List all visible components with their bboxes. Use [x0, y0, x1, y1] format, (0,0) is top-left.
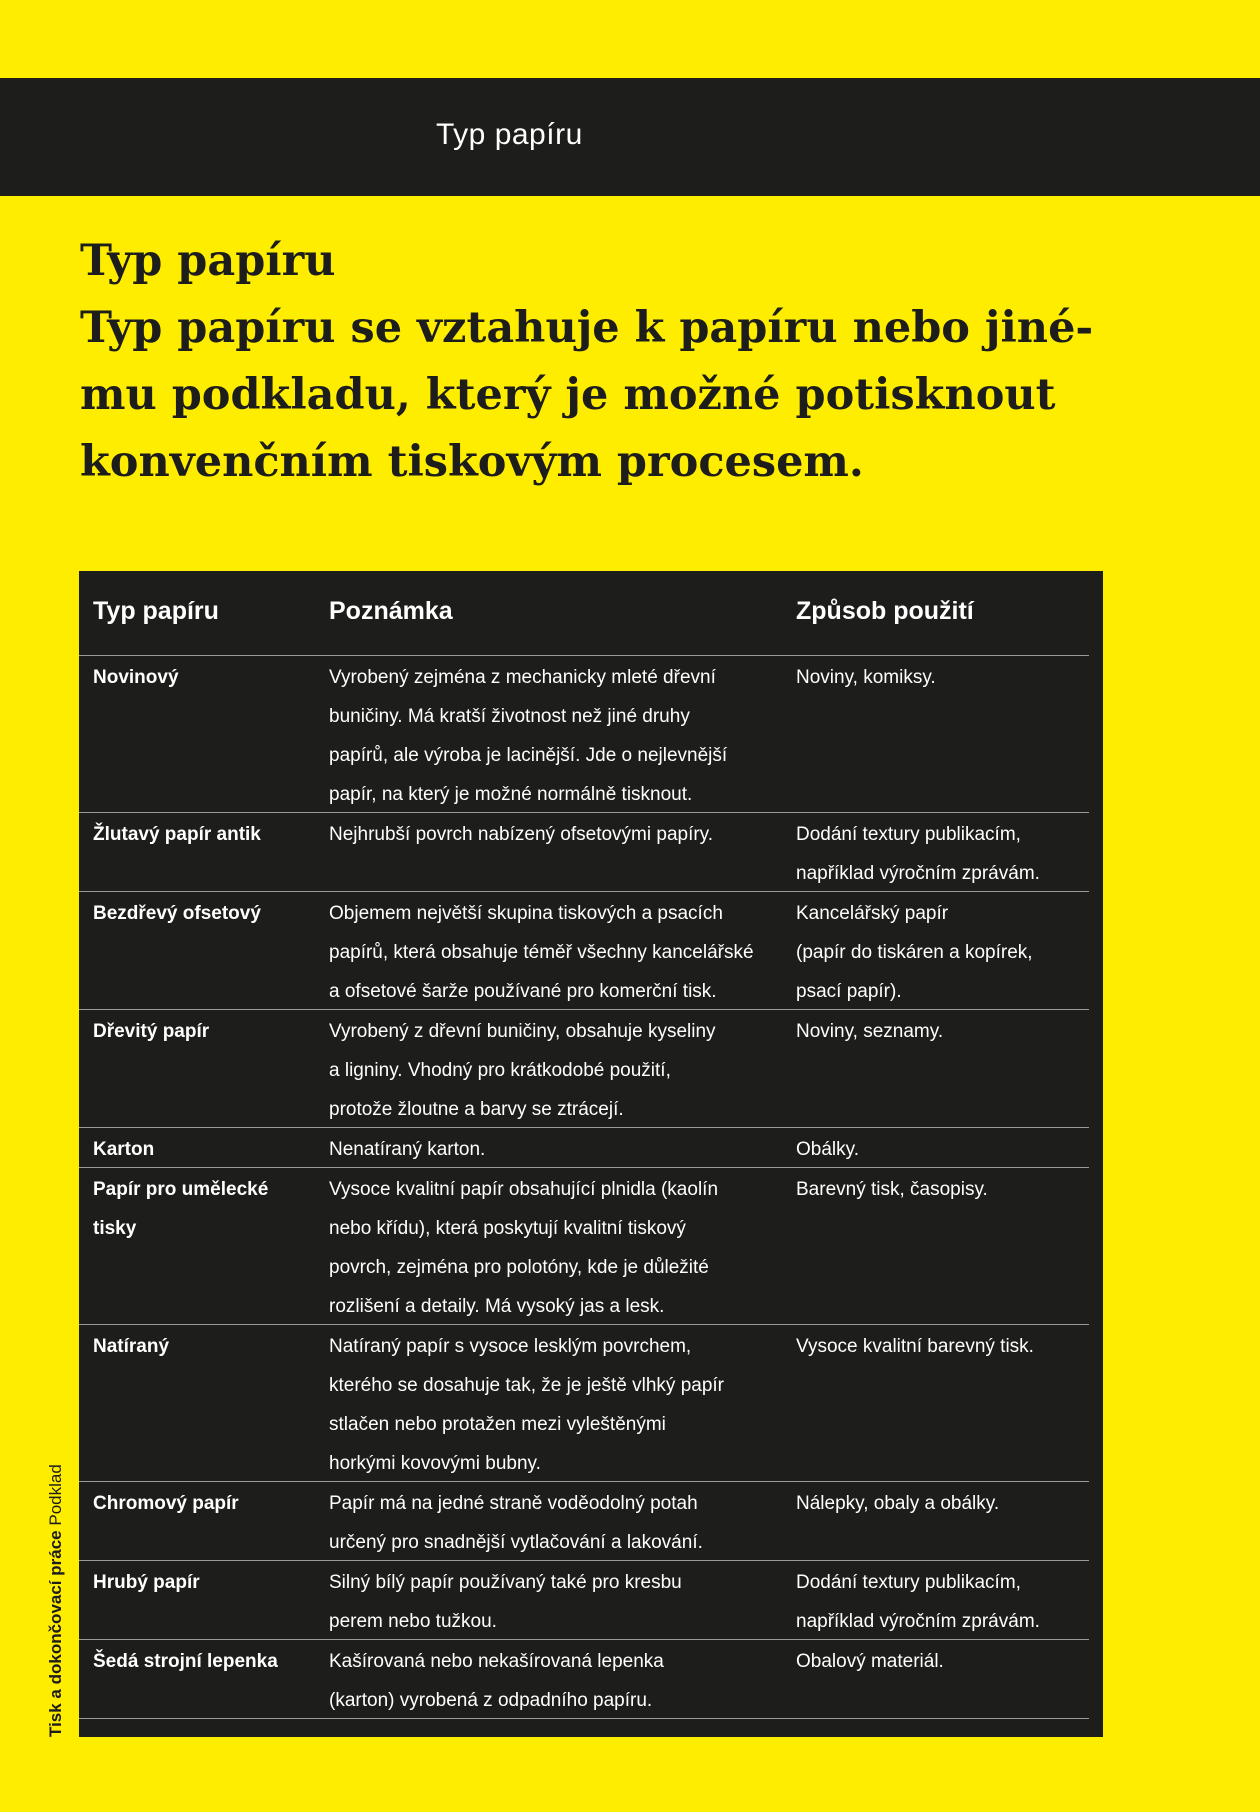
- cell-note: [329, 1170, 789, 1326]
- cell-line: Nálepky, obaly a obálky.: [796, 1493, 1000, 1514]
- cell-note: [329, 815, 789, 854]
- cell-line: Vysoce kvalitní papír obsahující plnidla (kaolín: [329, 1179, 719, 1200]
- cell-line: Karton: [93, 1139, 155, 1160]
- cell-line: protože žloutne a barvy se ztrácejí.: [329, 1099, 624, 1120]
- cell-line: Kancelářský papír: [796, 903, 949, 924]
- cell-name: [93, 1327, 313, 1366]
- cell-use: [796, 658, 1086, 697]
- intro-line-2: mu podkladu, který je možné potisknout: [80, 370, 1056, 420]
- cell-line: Žlutavý papír antik: [93, 824, 261, 845]
- table-row: [79, 813, 1089, 892]
- cell-line: například výročním zprávám.: [796, 1611, 1040, 1632]
- cell-line: horkými kovovými bubny.: [329, 1453, 541, 1474]
- cell-line: Dodání textury publikacím,: [796, 824, 1021, 845]
- cell-line: Papír pro umělecké: [93, 1179, 269, 1200]
- side-label: [46, 1464, 66, 1737]
- cell-line: nebo křídu), která poskytují kvalitní tiskový: [329, 1218, 686, 1239]
- table-row: [79, 656, 1089, 813]
- cell-note: [329, 658, 789, 814]
- table-row: [79, 1128, 1089, 1168]
- cell-use: [796, 1642, 1086, 1681]
- cell-name: [93, 815, 313, 854]
- cell-use: [796, 894, 1086, 1011]
- table-body: [79, 656, 1089, 1719]
- cell-line: Nejhrubší povrch nabízený ofsetovými papíry.: [329, 824, 714, 845]
- cell-name: [93, 894, 313, 933]
- cell-name: [93, 658, 313, 697]
- section-title: Typ papíru: [436, 118, 583, 151]
- cell-note: [329, 1484, 789, 1562]
- cell-use: [796, 815, 1086, 893]
- table-row: [79, 1561, 1089, 1640]
- cell-line: Vysoce kvalitní barevný tisk.: [796, 1336, 1034, 1357]
- cell-line: Natíraný: [93, 1336, 170, 1357]
- cell-note: [329, 1563, 789, 1641]
- table-header: [79, 571, 1089, 656]
- header-note: Poznámka: [329, 597, 453, 625]
- cell-line: perem nebo tužkou.: [329, 1611, 497, 1632]
- side-label-regular: Podklad: [46, 1464, 65, 1526]
- table-row: [79, 1325, 1089, 1482]
- cell-use: [796, 1484, 1086, 1523]
- cell-line: Šedá strojní lepenka: [93, 1651, 278, 1672]
- cell-line: povrch, zejména pro polotóny, kde je důležité: [329, 1257, 709, 1278]
- cell-line: kterého se dosahuje tak, že je ještě vlhký papír: [329, 1375, 725, 1396]
- cell-name: [93, 1563, 313, 1602]
- cell-line: papírů, ale výroba je lacinější. Jde o nejlevnější: [329, 745, 728, 766]
- cell-name: [93, 1130, 313, 1169]
- table-row: [79, 1640, 1089, 1719]
- paper-type-table: [79, 571, 1103, 1737]
- cell-use: [796, 1170, 1086, 1209]
- cell-note: [329, 1012, 789, 1129]
- intro-heading: Typ papíru: [80, 236, 336, 286]
- cell-line: Nenatíraný karton.: [329, 1139, 486, 1160]
- cell-note: [329, 1130, 789, 1169]
- cell-line: určený pro snadnější vytlačování a lakování.: [329, 1532, 703, 1553]
- cell-line: Bezdřevý ofsetový: [93, 903, 261, 924]
- cell-note: [329, 894, 789, 1011]
- cell-line: papírů, která obsahuje téměř všechny kancelářské: [329, 942, 754, 963]
- cell-line: Hrubý papír: [93, 1572, 200, 1593]
- cell-line: Silný bílý papír používaný také pro kresbu: [329, 1572, 682, 1593]
- cell-line: Dodání textury publikacím,: [796, 1572, 1021, 1593]
- cell-line: Chromový papír: [93, 1493, 239, 1514]
- cell-line: rozlišení a detaily. Má vysoký jas a lesk.: [329, 1296, 665, 1317]
- cell-line: papír, na který je možné normálně tisknout.: [329, 784, 693, 805]
- cell-line: stlačen nebo protažen mezi vyleštěnými: [329, 1414, 666, 1435]
- top-banner: [0, 78, 1260, 196]
- cell-line: například výročním zprávám.: [796, 863, 1040, 884]
- cell-name: [93, 1642, 313, 1681]
- cell-line: Barevný tisk, časopisy.: [796, 1179, 988, 1200]
- cell-name: [93, 1484, 313, 1523]
- cell-name: [93, 1012, 313, 1051]
- cell-line: Obalový materiál.: [796, 1651, 944, 1672]
- table-row: [79, 892, 1089, 1010]
- cell-line: buničiny. Má kratší životnost než jiné druhy: [329, 706, 690, 727]
- cell-line: Objemem největší skupina tiskových a psacích: [329, 903, 723, 924]
- cell-line: (papír do tiskáren a kopírek,: [796, 942, 1033, 963]
- intro-block: [80, 228, 1120, 496]
- cell-use: [796, 1327, 1086, 1366]
- cell-line: Obálky.: [796, 1139, 860, 1160]
- cell-line: psací papír).: [796, 981, 902, 1002]
- cell-line: Novinový: [93, 667, 179, 688]
- intro-line-1: Typ papíru se vztahuje k papíru nebo jiné-: [80, 303, 1094, 353]
- table-row: [79, 1168, 1089, 1325]
- cell-line: Vyrobený zejména z mechanicky mleté dřevní: [329, 667, 716, 688]
- cell-name: [93, 1170, 313, 1248]
- intro-line-3: konvenčním tiskovým procesem.: [80, 437, 864, 487]
- cell-line: tisky: [93, 1218, 137, 1239]
- cell-use: [796, 1563, 1086, 1641]
- header-type: Typ papíru: [93, 597, 219, 625]
- cell-use: [796, 1012, 1086, 1051]
- cell-line: Dřevitý papír: [93, 1021, 210, 1042]
- cell-line: a ofsetové šarže používané pro komerční tisk.: [329, 981, 717, 1002]
- cell-line: Papír má na jedné straně voděodolný potah: [329, 1493, 698, 1514]
- table-row: [79, 1010, 1089, 1128]
- table-row: [79, 1482, 1089, 1561]
- cell-line: Vyrobený z dřevní buničiny, obsahuje kyseliny: [329, 1021, 716, 1042]
- cell-note: [329, 1327, 789, 1483]
- cell-line: a ligniny. Vhodný pro krátkodobé použití,: [329, 1060, 671, 1081]
- header-use: Způsob použití: [796, 597, 974, 625]
- side-label-bold: Tisk a dokončovací práce: [46, 1530, 65, 1737]
- cell-line: Noviny, komiksy.: [796, 667, 936, 688]
- cell-use: [796, 1130, 1086, 1169]
- cell-line: (karton) vyrobená z odpadního papíru.: [329, 1690, 653, 1711]
- cell-line: Natíraný papír s vysoce lesklým povrchem,: [329, 1336, 692, 1357]
- cell-line: Noviny, seznamy.: [796, 1021, 944, 1042]
- cell-note: [329, 1642, 789, 1720]
- cell-line: Kašírovaná nebo nekašírovaná lepenka: [329, 1651, 664, 1672]
